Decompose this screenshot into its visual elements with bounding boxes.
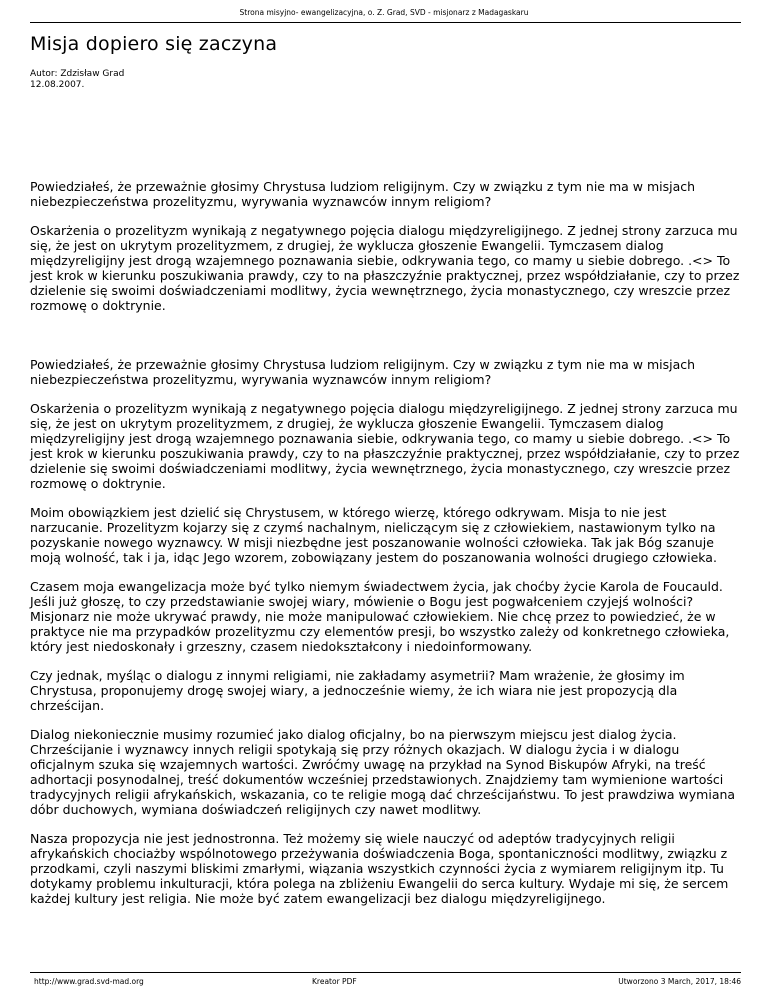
article-date: 12.08.2007. <box>30 80 85 90</box>
article-meta <box>30 69 124 91</box>
paragraph: Oskarżenia o prozelityzm wynikają z negatywnego pojęcia dialogu międzyreligijnego. Z jednej strony zarzuca mu się, że jest on ukrytym prozelityzmem, z drugiej, że wyklucza głoszenie Ewangelii. Tymczasem dialog międzyreligijny jest drogą wzajemnego poznawania siebie, odkrywania tego, co mamy u siebie dobrego. .<> To jest krok w kierunku poszukiwania prawdy, czy to na płaszczyźnie praktycznej, przez współdziałanie, czy to przez dzielenie się swoimi doświadczeniami modlitwy, życia wewnętrznego, życia monastycznego, czy wreszcie przez rozmowę o doktrynie. <box>30 401 740 491</box>
footer-generator: Kreator PDF <box>312 977 357 986</box>
page-footer <box>30 977 741 989</box>
paragraph: Powiedziałeś, że przeważnie głosimy Chrystusa ludziom religijnym. Czy w związku z tym nie ma w misjach niebezpieczeństwa prozelityzmu, wyrywania wyznawców innym religiom? <box>30 179 696 209</box>
article-title: Misja dopiero się zaczyna <box>30 33 278 55</box>
paragraph: Czasem moja ewangelizacja może być tylko niemym świadectwem życia, jak choćby życie Karola de Foucauld. Jeśli już głoszę, to czy przedstawianie swojej wiary, mówienie o Bogu jest pogwałceniem czyjejś wolności? Misjonarz nie może ukrywać prawdy, nie może manipulować człowiekiem. Nie chcę przez to powiedzieć, że w praktyce nie ma przypadków prozelityzmu czy elementów presji, bo wszystko zależy od konkretnego człowieka, który jest niedoskonały i grzeszny, czasem niedokształcony i niedoinformowany. <box>30 579 730 654</box>
paragraph: Oskarżenia o prozelityzm wynikają z negatywnego pojęcia dialogu międzyreligijnego. Z jednej strony zarzuca mu się, że jest on ukrytym prozelityzmem, z drugiej, że wyklucza głoszenie Ewangelii. Tymczasem dialog międzyreligijny jest drogą wzajemnego poznawania siebie, odkrywania tego, co mamy u siebie dobrego. .<> To jest krok w kierunku poszukiwania prawdy, czy to na płaszczyźnie praktycznej, przez współdziałanie, czy to przez dzielenie się swoimi doświadczeniami modlitwy, życia wewnętrznego, życia monastycznego, czy wreszcie przez rozmowę o doktrynie. <box>30 223 740 313</box>
footer-divider <box>30 972 741 973</box>
paragraph: Powiedziałeś, że przeważnie głosimy Chrystusa ludziom religijnym. Czy w związku z tym nie ma w misjach niebezpieczeństwa prozelityzmu, wyrywania wyznawców innym religiom? <box>30 357 696 387</box>
header-divider <box>30 22 741 23</box>
article-author: Autor: Zdzisław Grad <box>30 69 125 79</box>
paragraph: Moim obowiązkiem jest dzielić się Chrystusem, w którego wierzę, którego odkrywam. Misja to nie jest narzucanie. Prozelityzm kojarzy się z czymś nachalnym, nieliczącym się z człowiekiem, nastawionym tylko na pozyskanie nowego wyznawcy. W misji niezbędne jest poszanowanie wolności człowieka. Tak jak Bóg szanuje moją wolność, tak i ja, idąc Jego wzorem, zobowiązany jestem do poszanowania wolności drugiego człowieka. <box>30 505 717 565</box>
paragraph: Dialog niekoniecznie musimy rozumieć jako dialog oficjalny, bo na pierwszym miejscu jest dialog życia. Chrześcijanie i wyznawcy innych religii spotykają się przy różnych okazjach. W dialogu życia i w dialogu oficjalnym szuka się wzajemnych wartości. Zwróćmy uwagę na przykład na Synod Biskupów Afryki, na treść adhortacji posynodalnej, treść dokumentów wcześniej przedstawionych. Znajdziemy tam wymienione wartości tradycyjnych religii afrykańskich, wskazania, co te religie mogą dać chrześcijaństwu. To jest prawdziwa wymiana dóbr duchowych, wymiana doświadczeń religijnych czy nawet modlitwy. <box>30 727 736 817</box>
footer-url[interactable]: http://www.grad.svd-mad.org <box>34 977 144 986</box>
article-body <box>30 179 741 920</box>
paragraph: Nasza propozycja nie jest jednostronna. Też możemy się wiele nauczyć od adeptów tradycyjnych religii afrykańskich chociażby wspólnotowego przeżywania doświadczenia Boga, spontaniczności modlitwy, związku z przodkami, czyli naszymi bliskimi zmarłymi, wiązania wszystkich czynności życia z wymiarem religijnym itp. Tu dotykamy problemu inkulturacji, która polega na zbliżeniu Ewangelii do serca kultury. Wydaje mi się, że sercem każdej kultury jest religia. Nie może być zatem ewangelizacji bez dialogu międzyreligijnego. <box>30 831 729 906</box>
paragraph: Czy jednak, myśląc o dialogu z innymi religiami, nie zakładamy asymetrii? Mam wrażenie, że głosimy im Chrystusa, proponujemy drogę swojej wiary, a jednocześnie wiemy, że ich wiara nie jest propozycją dla chrześcijan. <box>30 668 685 713</box>
footer-created: Utworzono 3 March, 2017, 18:46 <box>618 977 741 986</box>
page-header: Strona misyjno- ewangelizacyjna, o. Z. Grad, SVD - misjonarz z Madagaskaru <box>239 8 529 17</box>
